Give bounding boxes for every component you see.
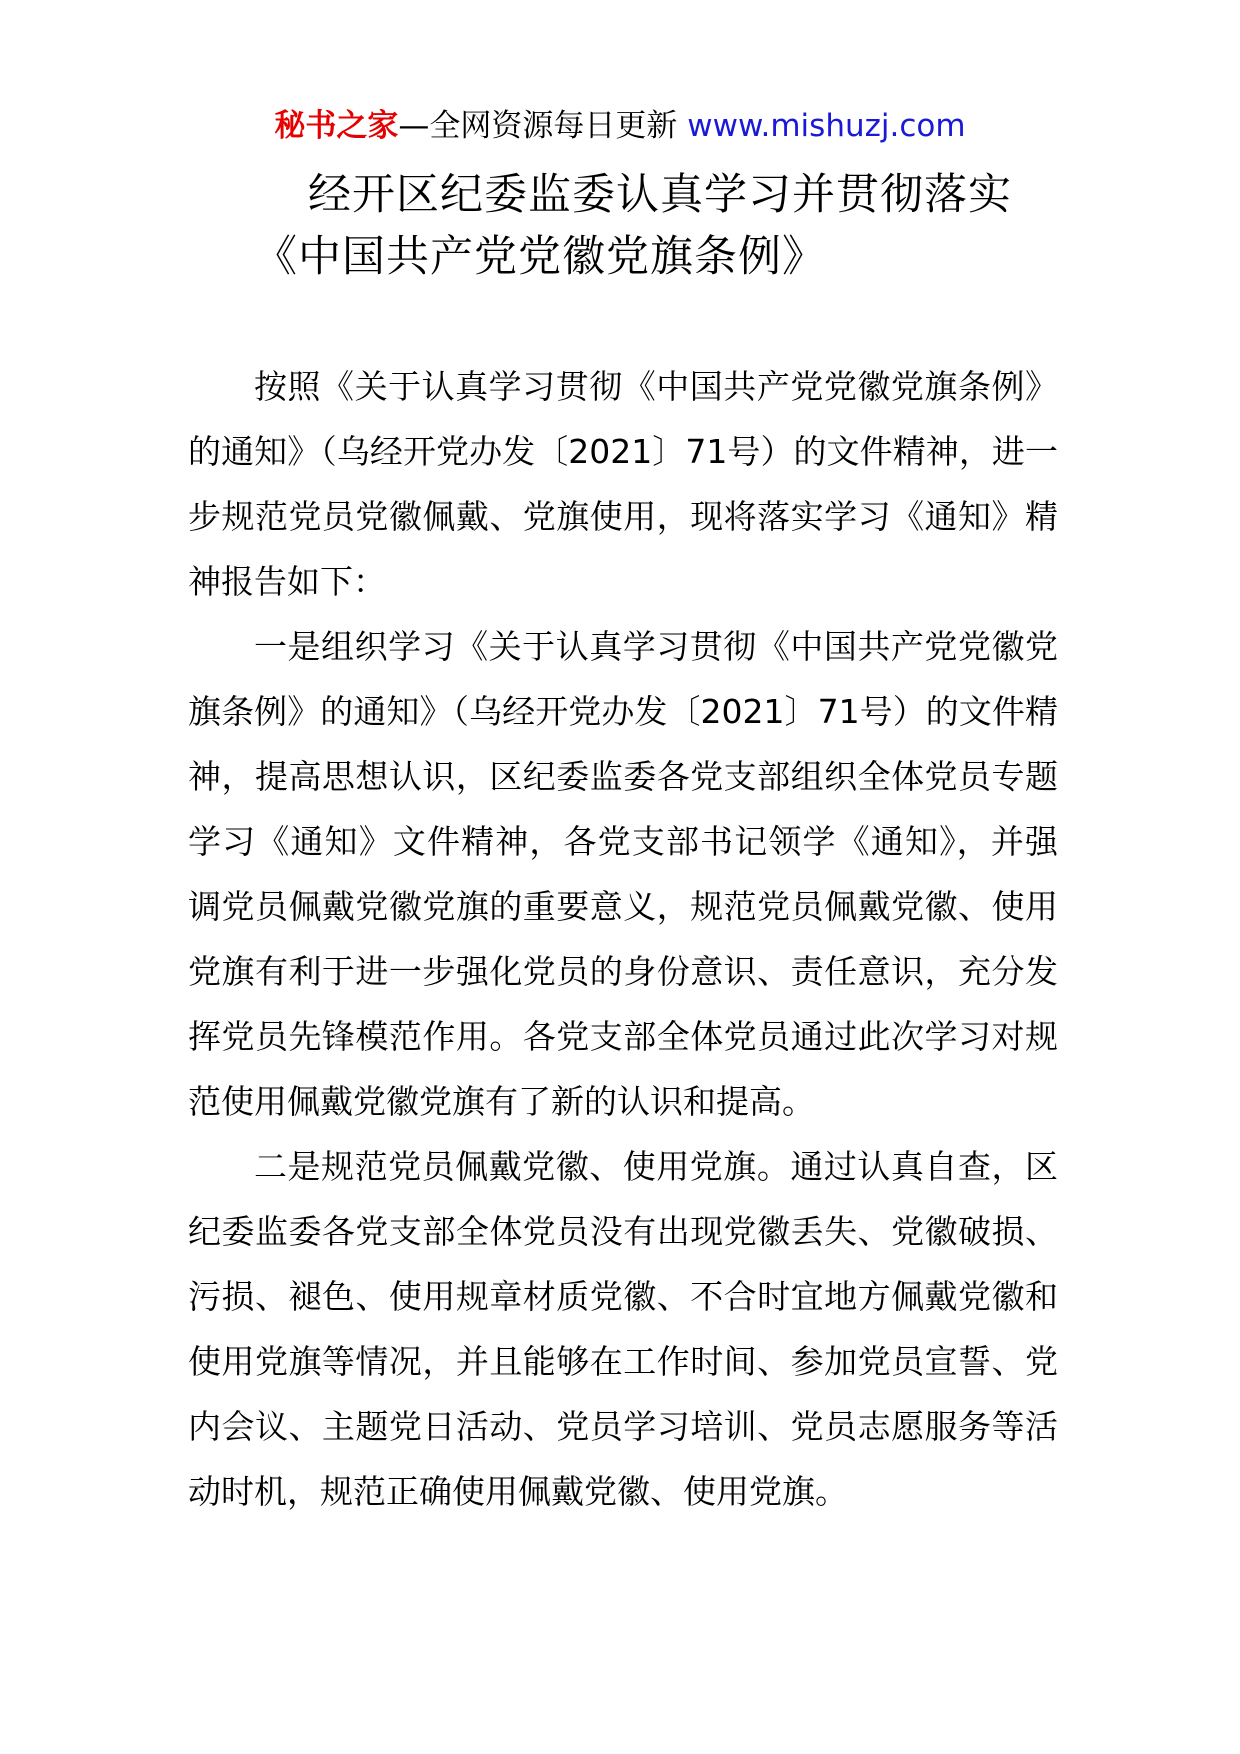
paragraph-point-two: 二是规范党员佩戴党徽、使用党旗。通过认真自查，区纪委监委各党支部全体党员没有出现党徽丢失、党徽破损、污损、褪色、使用规章材质党徽、不合时宜地方佩戴党徽和使用党旗等情况，并且能够在工作时间、参加党员宣誓、党内会议、主题党日活动、党员学习培训、党员志愿服务等活动时机，规范正确使用佩戴党徽、使用党旗。 (188, 1147, 1058, 1511)
tagline: —全网资源每日更新 (398, 108, 678, 144)
document-title-line-2: 《中国共产党党徽党旗条例》 (254, 232, 826, 282)
site-url-link[interactable]: www.mishuzj.com (687, 108, 966, 144)
document-body (188, 354, 1058, 1524)
paragraph-intro: 按照《关于认真学习贯彻《中国共产党党徽党旗条例》的通知》（乌经开党办发〔2021〕71号）的文件精神，进一步规范党员党徽佩戴、党旗使用，现将落实学习《通知》精神报告如下： (188, 367, 1058, 601)
brand-name: 秘书之家 (274, 108, 399, 144)
header-banner (0, 104, 1240, 148)
document-title-line-1: 经开区纪委监委认真学习并贯彻落实 (308, 170, 1012, 220)
paragraph-point-one: 一是组织学习《关于认真学习贯彻《中国共产党党徽党旗条例》的通知》（乌经开党办发〔2021〕71号）的文件精神，提高思想认识，区纪委监委各党支部组织全体党员专题学习《通知》文件精神，各党支部书记领学《通知》，并强调党员佩戴党徽党旗的重要意义，规范党员佩戴党徽、使用党旗有利于进一步强化党员的身份意识、责任意识，充分发挥党员先锋模范作用。各党支部全体党员通过此次学习对规范使用佩戴党徽党旗有了新的认识和提高。 (188, 627, 1058, 1121)
